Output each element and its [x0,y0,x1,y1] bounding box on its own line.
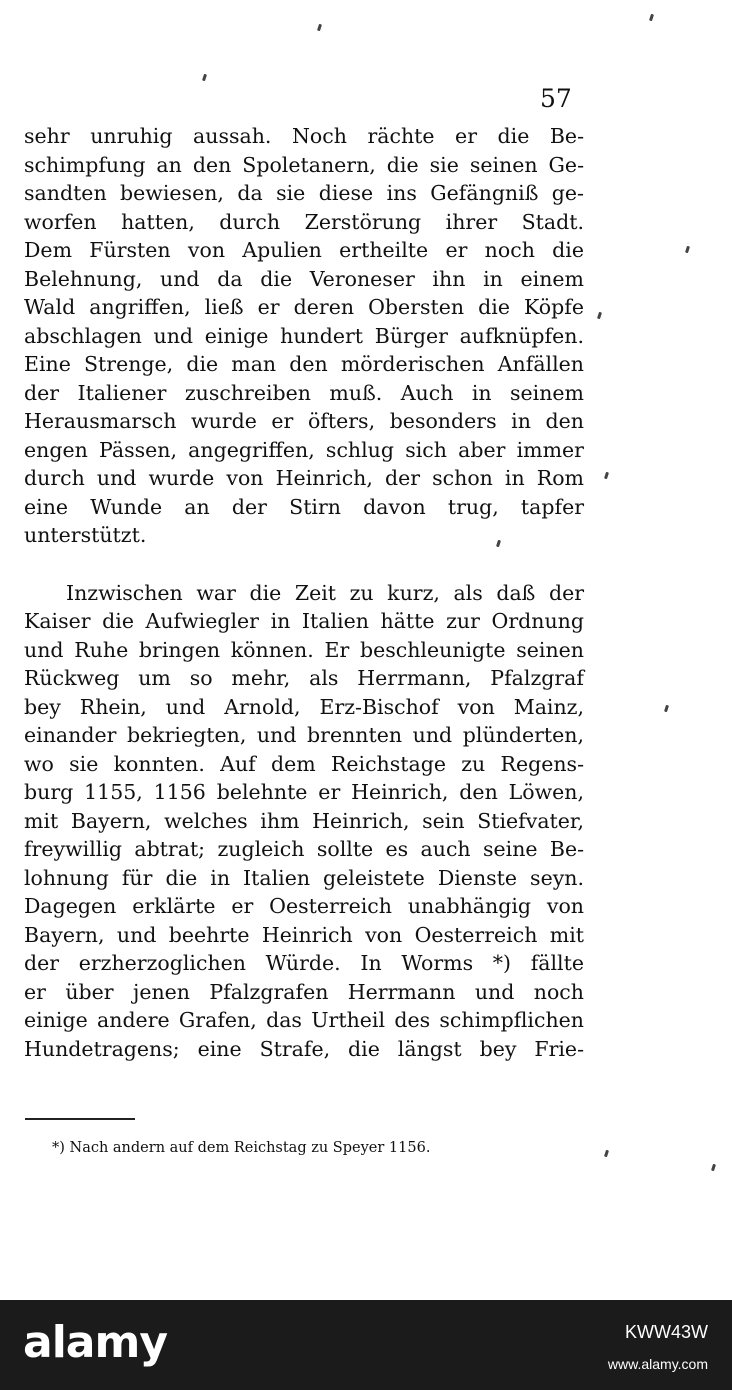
scan-speck [202,74,207,82]
image-id: KWW43W [625,1322,708,1342]
text-line: lohnung für die in Italien geleistete Dienste seyn. [24,865,584,890]
site-url: www.alamy.com [607,1356,708,1372]
scan-speck [597,312,602,320]
text-line: wo sie konnten. Auf dem Reichstage zu Regens- [24,751,584,776]
page-number: 57 [540,84,572,113]
text-line: Dagegen erklärte er Oesterreich unabhängig von [24,894,584,918]
scan-speck [685,246,690,254]
text-line: Belehnung, und da die Veroneser ihn in einem [24,266,584,291]
text-line: Eine Strenge, die man den mörderischen Anfällen [24,352,584,376]
text-line: sehr unruhig aussah. Noch rächte er die Be- [24,124,584,148]
text-line: mit Bayern, welches ihm Heinrich, sein Stiefvater, [24,808,584,833]
scan-speck [317,24,322,32]
footnote: *) Nach andern auf dem Reichstag zu Speyer 1156. [52,1140,431,1156]
text-line: Inzwischen war die Zeit zu kurz, als daß der [66,580,584,605]
text-line: Wald angriffen, ließ er deren Obersten die Köpfe [24,295,584,319]
text-line: einige andere Grafen, das Urtheil des schimpflichen [24,1008,584,1032]
text-line: Herausmarsch wurde er öfters, besonders in den [24,409,584,433]
text-line: durch und wurde von Heinrich, der schon in Rom [24,466,584,490]
text-line: sandten bewiesen, da sie diese ins Gefängniß ge- [24,181,584,205]
text-line: Dem Fürsten von Apulien ertheilte er noch die [24,238,584,262]
alamy-logo: alamy [23,1317,167,1368]
scan-speck [711,1164,716,1172]
text-line: worfen hatten, durch Zerstörung ihrer Stadt. [24,209,584,234]
text-line: Hundetragens; eine Strafe, die längst bey Frie- [24,1036,584,1061]
text-line: und Ruhe bringen können. Er beschleunigte seinen [24,637,584,662]
text-line: bey Rhein, und Arnold, Erz-Bischof von Mainz, [24,694,584,719]
body-text [24,122,584,1063]
stock-watermark-bar [0,1300,732,1390]
text-line: er über jenen Pfalzgrafen Herrmann und noch [24,979,584,1004]
text-line: engen Pässen, angegriffen, schlug sich aber immer [24,437,584,462]
text-line: Kaiser die Aufwiegler in Italien hätte zur Ordnung [24,609,584,633]
scan-speck [604,1150,609,1158]
scan-speck [604,472,609,480]
text-line: der erzherzoglichen Würde. In Worms *) fällte [24,951,584,975]
text-line: abschlagen und einige hundert Bürger aufknüpfen. [24,323,584,348]
text-line: freywillig abtrat; zugleich sollte es auch seine Be- [24,837,584,861]
footnote-rule [25,1118,135,1120]
scan-speck [664,705,669,713]
text-line: eine Wunde an der Stirn davon trug, tapfer [24,494,584,519]
paragraph-gap [24,550,584,579]
text-line: Rückweg um so mehr, als Herrmann, Pfalzgraf [24,666,584,690]
text-line: der Italiener zuschreiben muß. Auch in seinem [24,380,584,405]
text-line: schimpfung an den Spoletanern, die sie seinen Ge- [24,152,584,177]
paragraph-2 [24,579,584,1064]
text-line: Bayern, und beehrte Heinrich von Oesterreich mit [24,922,584,947]
scan-speck [649,14,654,22]
paragraph-1 [24,122,584,550]
text-line: unterstützt. [24,523,147,547]
text-line: burg 1155, 1156 belehnte er Heinrich, den Löwen, [24,780,584,804]
text-line: einander bekriegten, und brennten und plünderten, [24,723,584,747]
